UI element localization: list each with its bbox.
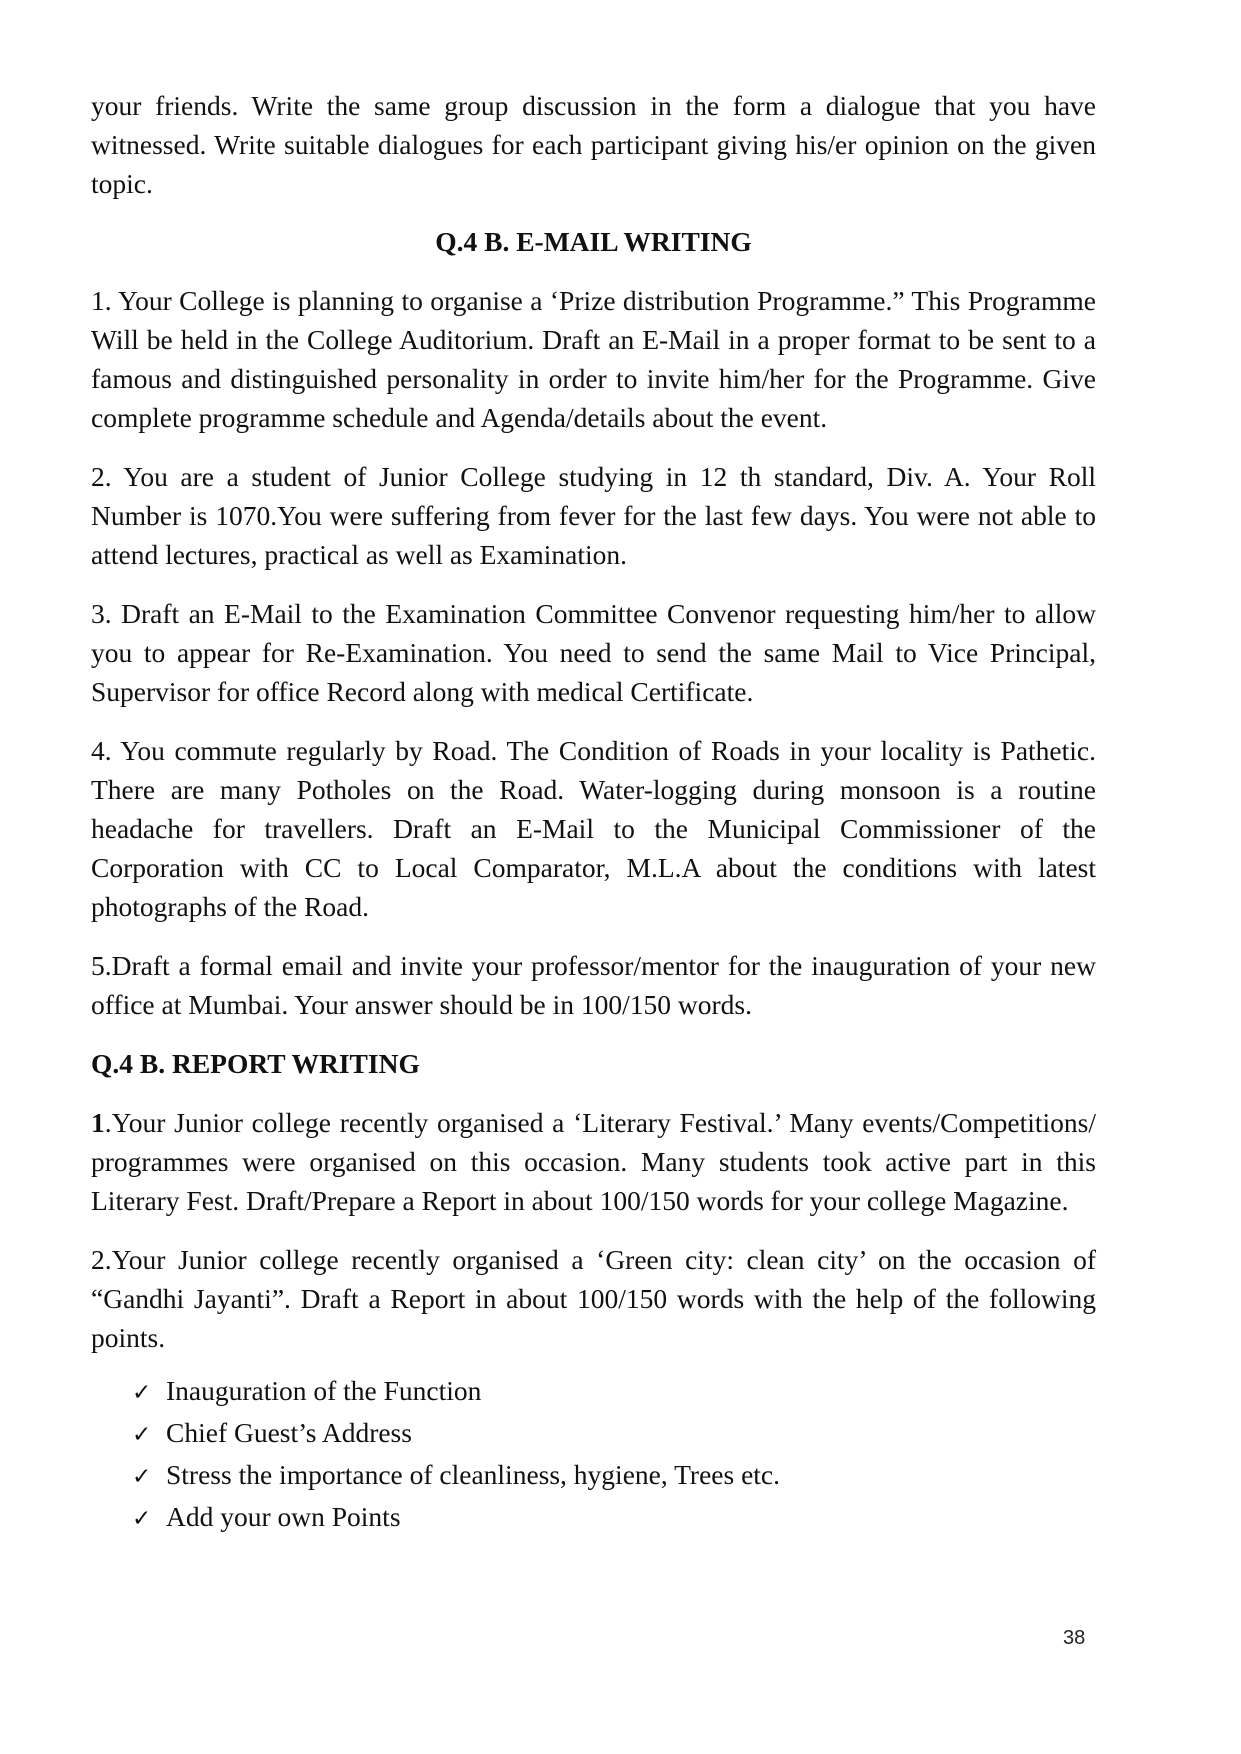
report-question-1-number: 1 bbox=[91, 1107, 105, 1138]
report-question-1 bbox=[91, 1103, 1096, 1220]
checkmark-icon: ✓ bbox=[132, 1464, 152, 1490]
email-question-5: 5.Draft a formal email and invite your professor/mentor for the inauguration of your new office at Mumbai. Your answer should be in 100/150 words. bbox=[91, 950, 1096, 1020]
report-question-2: 2.Your Junior college recently organised a ‘Green city: clean city’ on the occasion of “Gandhi Jayanti”. Draft a Report in about 100/150 words with the help of the following points. bbox=[91, 1244, 1096, 1353]
email-writing-heading: Q.4 B. E-MAIL WRITING bbox=[435, 226, 752, 257]
list-item bbox=[132, 1413, 1096, 1455]
report-question-1-text: .Your Junior college recently organised a ‘Literary Festival.’ Many events/Competitions/ programmes were organised on this occasion. Many students took active part in this Literary Fest. Draft/Prepare a Report in about 100/150 words for your college Magazine. bbox=[91, 1107, 1096, 1216]
page-number: 38 bbox=[1063, 1627, 1086, 1649]
email-question-1: 1. Your College is planning to organise a ‘Prize distribution Programme.” This Programme Will be held in the College Auditorium. Draft an E-Mail in a proper format to be sent to a famous and distinguished personality in order to invite him/her for the Programme. Give complete programme schedule and Agenda/details about the event. bbox=[91, 285, 1096, 433]
checkmark-icon: ✓ bbox=[132, 1380, 152, 1406]
list-item bbox=[132, 1455, 1096, 1497]
point-label: Inauguration of the Function bbox=[166, 1375, 482, 1406]
report-points-list bbox=[91, 1371, 1096, 1539]
point-label: Stress the importance of cleanliness, hygiene, Trees etc. bbox=[166, 1459, 781, 1490]
document-page bbox=[91, 86, 1096, 1539]
email-question-3: 3. Draft an E-Mail to the Examination Committee Convenor requesting him/her to allow you to appear for Re-Examination. You need to send the same Mail to Vice Principal, Supervisor for office Record along with medical Certificate. bbox=[91, 598, 1096, 707]
intro-paragraph: your friends. Write the same group discussion in the form a dialogue that you have witnessed. Write suitable dialogues for each participant giving his/er opinion on the given topic. bbox=[91, 90, 1096, 199]
report-writing-heading: Q.4 B. REPORT WRITING bbox=[91, 1048, 420, 1079]
checkmark-icon: ✓ bbox=[132, 1422, 152, 1448]
checkmark-icon: ✓ bbox=[132, 1506, 152, 1532]
email-question-4: 4. You commute regularly by Road. The Condition of Roads in your locality is Pathetic. There are many Potholes on the Road. Water-logging during monsoon is a routine headache for travellers. Draft an E-Mail to the Municipal Commissioner of the Corporation with CC to Local Comparator, M.L.A about the conditions with latest photographs of the Road. bbox=[91, 735, 1096, 922]
point-label: Add your own Points bbox=[166, 1501, 401, 1532]
point-label: Chief Guest’s Address bbox=[166, 1417, 412, 1448]
list-item bbox=[132, 1371, 1096, 1413]
list-item bbox=[132, 1497, 1096, 1539]
email-question-2: 2. You are a student of Junior College studying in 12 th standard, Div. A. Your Roll Number is 1070.You were suffering from fever for the last few days. You were not able to attend lectures, practical as well as Examination. bbox=[91, 461, 1096, 570]
